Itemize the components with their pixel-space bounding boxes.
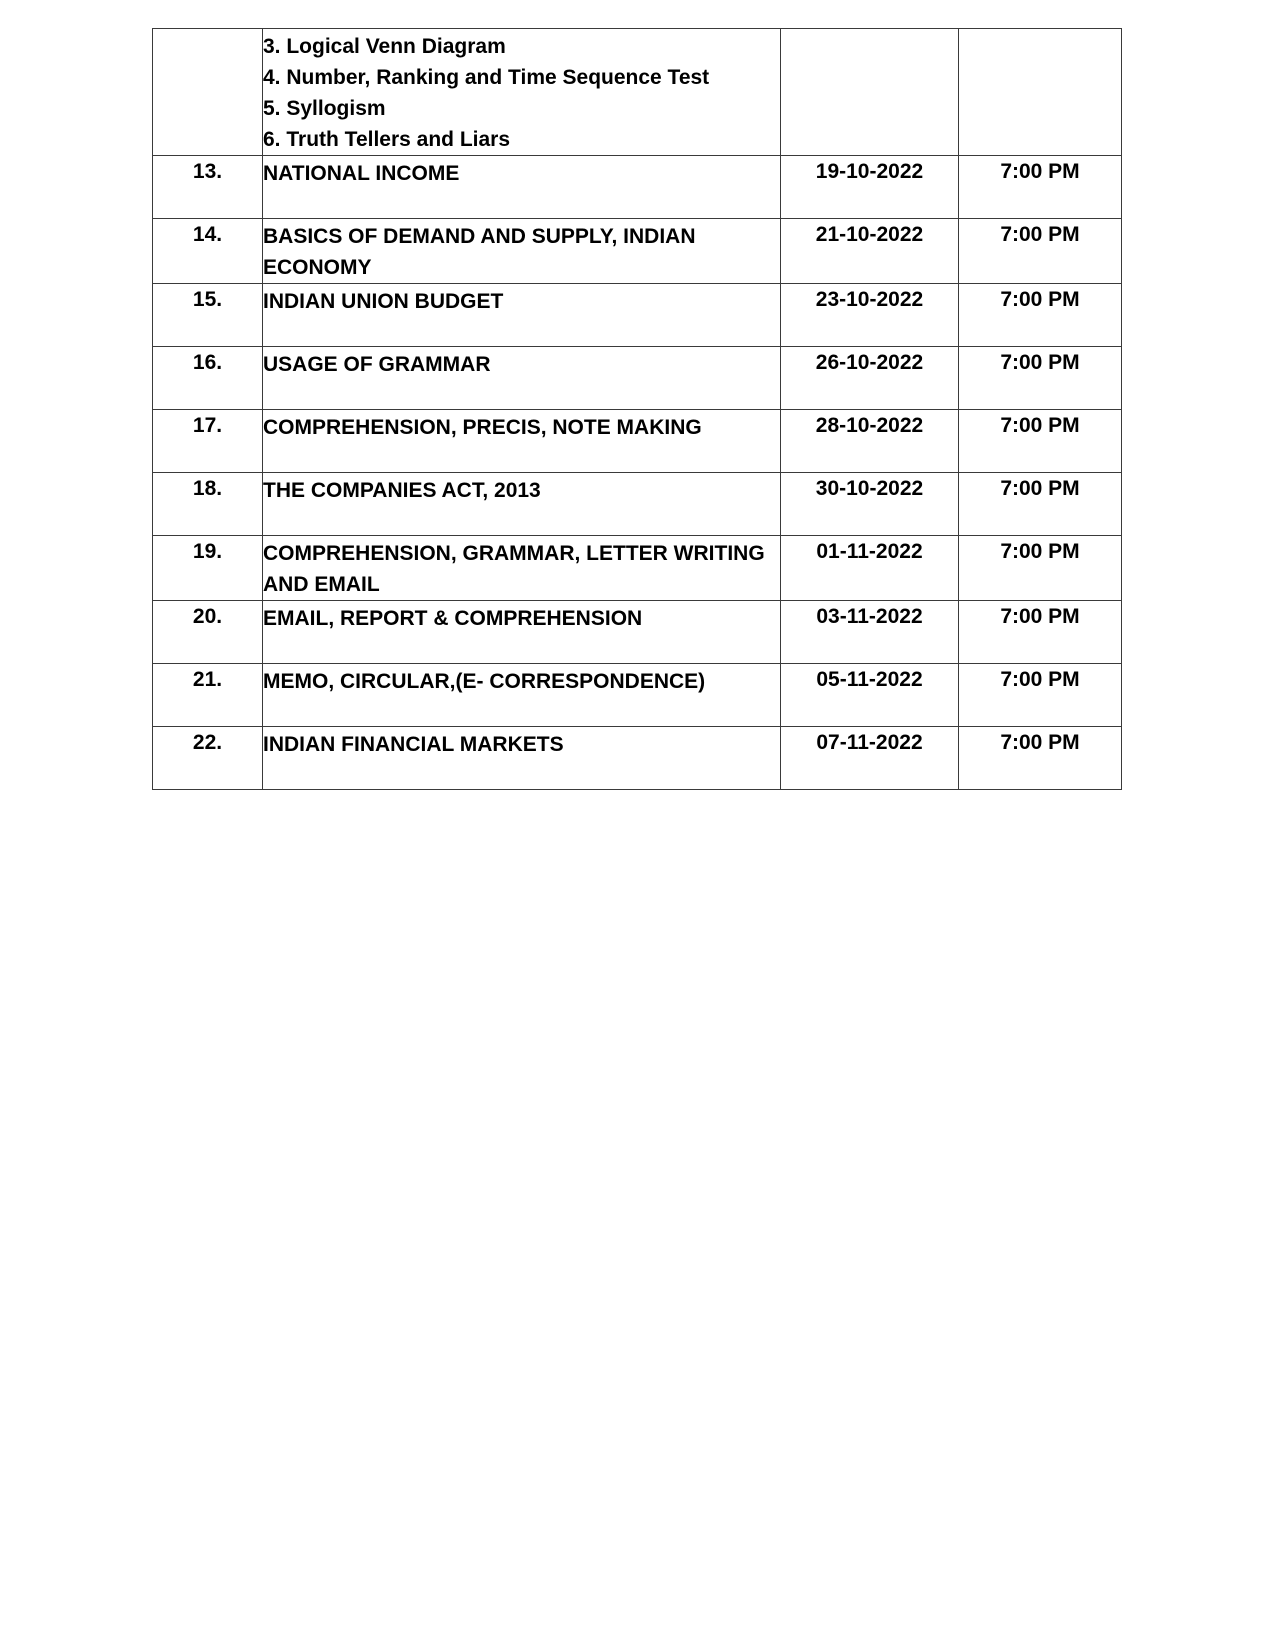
date-cell: 21-10-2022 bbox=[781, 219, 959, 284]
topic-cell bbox=[263, 601, 781, 664]
serial-cell: 13. bbox=[153, 156, 263, 219]
serial-cell: 19. bbox=[153, 536, 263, 601]
time-cell bbox=[959, 29, 1122, 156]
topic-text: INDIAN FINANCIAL MARKETS bbox=[263, 733, 564, 756]
table-row bbox=[153, 347, 1122, 410]
time-cell: 7:00 PM bbox=[959, 473, 1122, 536]
table-row bbox=[153, 727, 1122, 790]
serial-cell: 18. bbox=[153, 473, 263, 536]
time-cell: 7:00 PM bbox=[959, 347, 1122, 410]
time-cell: 7:00 PM bbox=[959, 219, 1122, 284]
time-cell: 7:00 PM bbox=[959, 601, 1122, 664]
time-cell: 7:00 PM bbox=[959, 410, 1122, 473]
serial-cell: 20. bbox=[153, 601, 263, 664]
topic-text: EMAIL, REPORT & COMPREHENSION bbox=[263, 607, 643, 630]
date-cell: 05-11-2022 bbox=[781, 664, 959, 727]
list-item: 3. Logical Venn Diagram bbox=[263, 35, 506, 58]
time-cell: 7:00 PM bbox=[959, 156, 1122, 219]
date-cell: 19-10-2022 bbox=[781, 156, 959, 219]
topic-cell bbox=[263, 284, 781, 347]
table-row bbox=[153, 664, 1122, 727]
table-row-continuation bbox=[153, 29, 1122, 156]
list-item: 4. Number, Ranking and Time Sequence Test bbox=[263, 66, 710, 89]
serial-cell: 16. bbox=[153, 347, 263, 410]
topic-text: NATIONAL INCOME bbox=[263, 162, 460, 185]
date-cell bbox=[781, 29, 959, 156]
topic-text: COMPREHENSION, GRAMMAR, LETTER WRITING AND EMAIL bbox=[263, 542, 765, 596]
date-cell: 01-11-2022 bbox=[781, 536, 959, 601]
topic-text: COMPREHENSION, PRECIS, NOTE MAKING bbox=[263, 416, 702, 439]
table-row bbox=[153, 473, 1122, 536]
topic-cell bbox=[263, 29, 781, 156]
date-cell: 03-11-2022 bbox=[781, 601, 959, 664]
topic-cell bbox=[263, 156, 781, 219]
table-row bbox=[153, 284, 1122, 347]
table-row bbox=[153, 219, 1122, 284]
topic-cell bbox=[263, 473, 781, 536]
date-cell: 23-10-2022 bbox=[781, 284, 959, 347]
time-cell: 7:00 PM bbox=[959, 664, 1122, 727]
topic-text: MEMO, CIRCULAR,(E- CORRESPONDENCE) bbox=[263, 670, 706, 693]
topic-text: BASICS OF DEMAND AND SUPPLY, INDIAN ECONOMY bbox=[263, 225, 696, 279]
topic-cell bbox=[263, 536, 781, 601]
schedule-table bbox=[152, 28, 1122, 790]
serial-cell bbox=[153, 29, 263, 156]
table-row bbox=[153, 536, 1122, 601]
topic-cell bbox=[263, 410, 781, 473]
topic-text: INDIAN UNION BUDGET bbox=[263, 290, 504, 313]
time-cell: 7:00 PM bbox=[959, 536, 1122, 601]
topic-text: THE COMPANIES ACT, 2013 bbox=[263, 479, 541, 502]
serial-cell: 21. bbox=[153, 664, 263, 727]
topic-cell bbox=[263, 219, 781, 284]
table-row bbox=[153, 601, 1122, 664]
topic-cell bbox=[263, 347, 781, 410]
date-cell: 28-10-2022 bbox=[781, 410, 959, 473]
topic-cell bbox=[263, 727, 781, 790]
time-cell: 7:00 PM bbox=[959, 727, 1122, 790]
topic-cell bbox=[263, 664, 781, 727]
list-item: 5. Syllogism bbox=[263, 97, 386, 120]
list-item: 6. Truth Tellers and Liars bbox=[263, 128, 511, 151]
date-cell: 26-10-2022 bbox=[781, 347, 959, 410]
table-row bbox=[153, 156, 1122, 219]
date-cell: 07-11-2022 bbox=[781, 727, 959, 790]
serial-cell: 14. bbox=[153, 219, 263, 284]
topic-text: USAGE OF GRAMMAR bbox=[263, 353, 491, 376]
serial-cell: 17. bbox=[153, 410, 263, 473]
serial-cell: 22. bbox=[153, 727, 263, 790]
serial-cell: 15. bbox=[153, 284, 263, 347]
table-row bbox=[153, 410, 1122, 473]
time-cell: 7:00 PM bbox=[959, 284, 1122, 347]
date-cell: 30-10-2022 bbox=[781, 473, 959, 536]
